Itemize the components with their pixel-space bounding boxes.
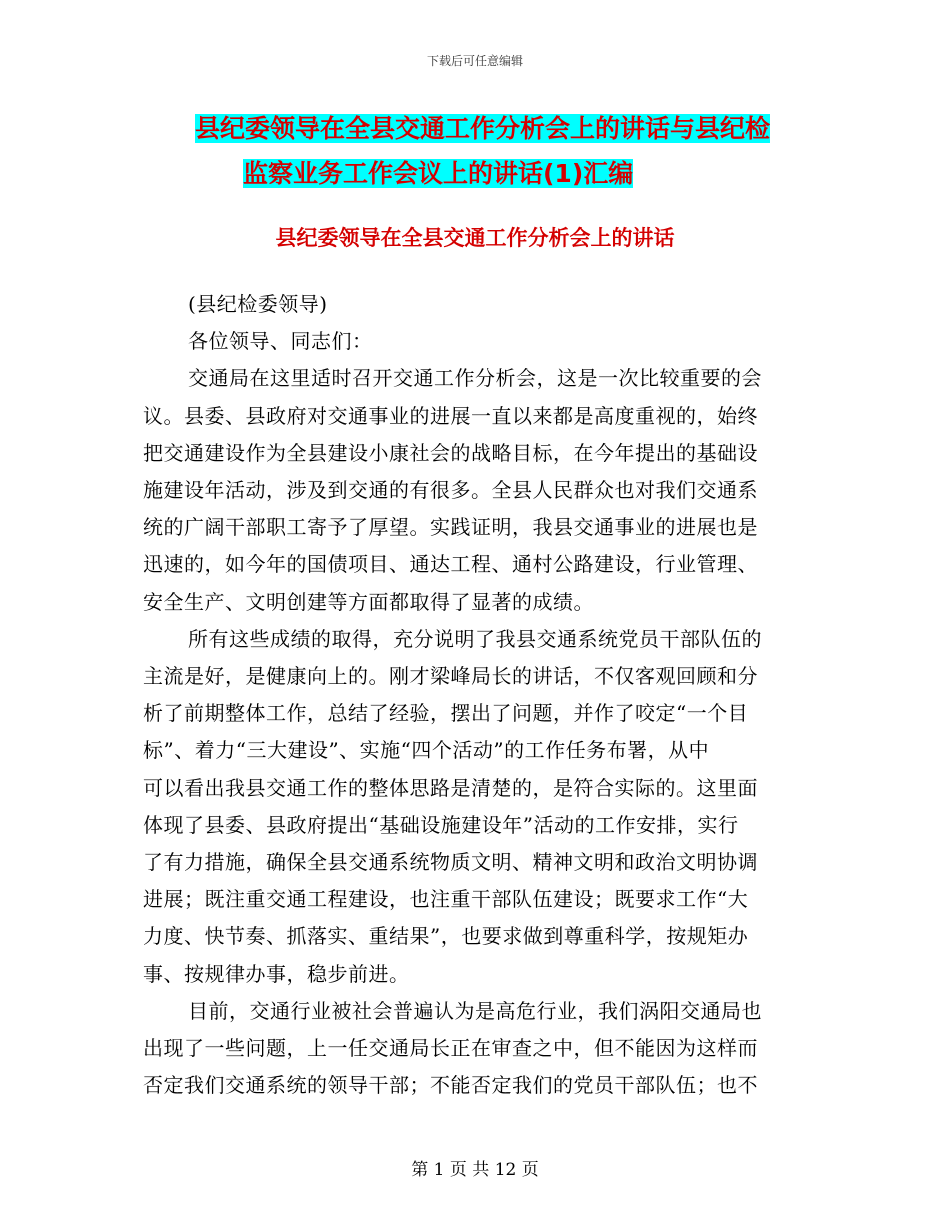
body-line: 目前，交通行业被社会普遍认为是高危行业，我们涡阳交通局也 bbox=[188, 998, 762, 1023]
body-line: 否定我们交通系统的领导干部；不能否定我们的党员干部队伍；也不 bbox=[143, 1073, 758, 1098]
body-line: 施建设年活动，涉及到交通的有很多。全县人民群众也对我们交通系 bbox=[143, 478, 758, 503]
body-line: 把交通建设作为全县建设小康社会的战略目标，在今年提出的基础设 bbox=[143, 440, 758, 465]
body-line: 进展；既注重交通工程建设，也注重干部队伍建设；既要求工作“大 bbox=[143, 887, 749, 912]
body-line: 出现了一些问题，上一任交通局长正在审查之中，但不能因为这样而 bbox=[143, 1036, 758, 1061]
body-line: 可以看出我县交通工作的整体思路是清楚的，是符合实际的。这里面 bbox=[143, 775, 758, 800]
document-title-line-1: 县纪委领导在全县交通工作分析会上的讲话与县纪检 bbox=[195, 114, 771, 143]
body-line: 力度、快节奏、抓落实、重结果”，也要求做到尊重科学，按规矩办 bbox=[143, 924, 749, 949]
body-line: 迅速的，如今年的国债项目、通达工程、通村公路建设，行业管理、 bbox=[143, 552, 758, 577]
speech-title: 县纪委领导在全县交通工作分析会上的讲话 bbox=[275, 226, 675, 250]
body-line: 交通局在这里适时召开交通工作分析会，这是一次比较重要的会 bbox=[188, 366, 762, 391]
document-body bbox=[143, 286, 803, 1104]
body-line: 安全生产、文明创建等方面都取得了显著的成绩。 bbox=[143, 589, 594, 614]
header-note: 下载后可任意编辑 bbox=[426, 54, 523, 68]
body-line: 事、按规律办事，稳步前进。 bbox=[143, 961, 410, 986]
body-line: 统的广阔干部职工寄予了厚望。实践证明，我县交通事业的进展也是 bbox=[143, 515, 758, 540]
body-line: 标”、着力“三大建设”、实施“四个活动”的工作任务布署，从中 bbox=[143, 738, 710, 763]
body-line: 议。县委、县政府对交通事业的进展一直以来都是高度重视的，始终 bbox=[143, 403, 758, 428]
page-footer: 第 1 页 共 12 页 bbox=[411, 1160, 539, 1180]
body-line: 所有这些成绩的取得，充分说明了我县交通系统党员干部队伍的 bbox=[188, 626, 762, 651]
speaker-note: (县纪检委领导) bbox=[188, 292, 328, 316]
body-line: 体现了县委、县政府提出“基础设施建设年”活动的工作安排，实行 bbox=[143, 812, 739, 837]
body-line: 析了前期整体工作，总结了经验，摆出了问题，并作了咬定“一个目 bbox=[143, 701, 749, 726]
body-line: 主流是好，是健康向上的。刚才梁峰局长的讲话，不仅客观回顾和分 bbox=[143, 664, 758, 689]
document-title-line-2: 监察业务工作会议上的讲话(1)汇编 bbox=[243, 159, 634, 188]
salutation: 各位领导、同志们： bbox=[188, 329, 373, 354]
body-line: 了有力措施，确保全县交通系统物质文明、精神文明和政治文明协调 bbox=[143, 850, 758, 875]
